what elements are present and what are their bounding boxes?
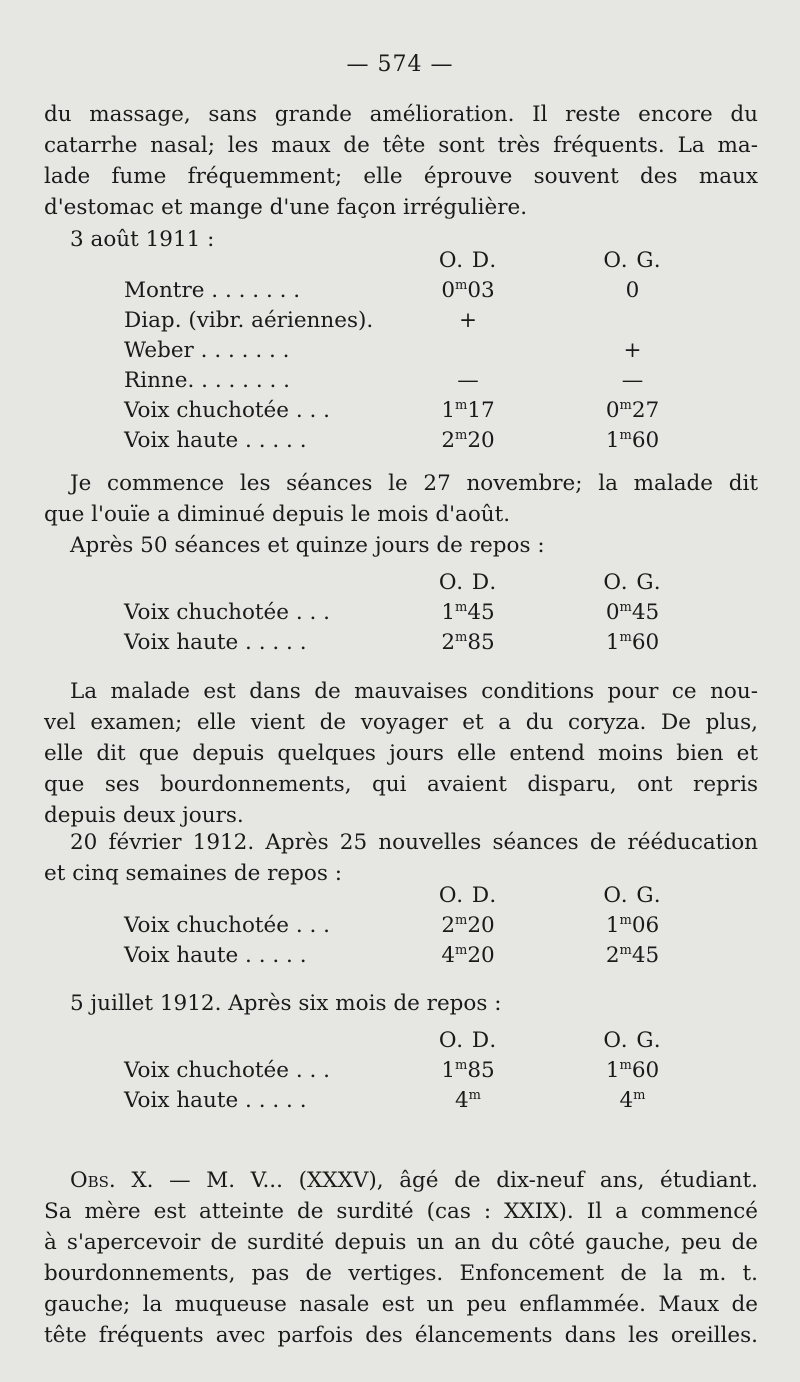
paragraph-4 (44, 827, 758, 889)
table-row (0, 336, 800, 366)
col-og-header: O. G. (603, 883, 662, 908)
text-line: d'estomac et mange d'une façon irrégulière. (44, 195, 528, 220)
text-line: elle dit que depuis quelques jours elle entend moins bien et (44, 741, 758, 766)
table-row (0, 276, 800, 306)
text-line: Sa mère est atteinte de surdité (cas : XXIX). Il a commencé (44, 1199, 758, 1224)
hearing-table-4 (0, 1026, 800, 1116)
og-value: 1$^m$60 (605, 630, 660, 655)
text-line: 20 février 1912. Après 25 nouvelles séances de rééducation (70, 830, 758, 855)
og-value: 2$^m$45 (605, 943, 660, 968)
text-line: lade fume fréquemment; elle éprouve souvent des maux (44, 164, 758, 189)
og-value: 0 (625, 278, 640, 303)
table-header (0, 246, 800, 276)
obs-label: Obs. X. (70, 1168, 154, 1193)
od-value: 2$^m$20 (441, 428, 495, 453)
col-od-header: O. D. (438, 248, 498, 273)
col-og-header: O. G. (603, 248, 662, 273)
table-row (0, 628, 800, 658)
og-value: 0$^m$27 (605, 398, 660, 423)
text-line: que ses bourdonnements, qui avaient disparu, ont repris (44, 772, 758, 797)
row-label: Weber . . . . . . . (124, 338, 290, 363)
od-value: 2$^m$85 (441, 630, 495, 655)
text-line: catarrhe nasal; les maux de tête sont très fréquents. La ma- (44, 133, 758, 158)
text-line: à s'apercevoir de surdité depuis un an du côté gauche, peu de (44, 1230, 758, 1255)
table-row (0, 911, 800, 941)
row-label: Voix haute . . . . . (124, 630, 307, 655)
row-label: Voix haute . . . . . (124, 428, 307, 453)
og-value: 0$^m$45 (605, 600, 660, 625)
hearing-table-3 (0, 881, 800, 971)
table-row (0, 1056, 800, 1086)
text-line: gauche; la muqueuse nasale est un peu enflammée. Maux de (44, 1292, 758, 1317)
date-heading-1: 3 août 1911 : (70, 227, 215, 252)
paragraph-3 (44, 676, 758, 831)
table-row (0, 941, 800, 971)
session-note-2: 5 juillet 1912. Après six mois de repos : (70, 991, 502, 1016)
table-row (0, 1086, 800, 1116)
od-value: 1$^m$45 (441, 600, 495, 625)
od-value: 2$^m$20 (441, 913, 495, 938)
table-header (0, 1026, 800, 1056)
row-label: Voix haute . . . . . (124, 1088, 307, 1113)
paragraph-2-cont (44, 499, 758, 530)
text-line: que l'ouïe a diminué depuis le mois d'août. (44, 502, 511, 527)
text-line: et cinq semaines de repos : (44, 861, 342, 886)
hearing-table-1 (0, 246, 800, 456)
og-value: 4$^m$ (619, 1088, 646, 1113)
table-header (0, 568, 800, 598)
text-line: Je commence les séances le 27 novembre; la malade dit (70, 471, 758, 496)
observation-paragraph (44, 1165, 758, 1351)
text-line: La malade est dans de mauvaises conditions pour ce nou- (70, 679, 758, 704)
table-row (0, 366, 800, 396)
paragraph-2 (70, 468, 758, 499)
hearing-table-2 (0, 568, 800, 658)
text-line: Obs. X. — M. V... (XXXV), âgé de dix-neuf ans, étudiant. (70, 1168, 758, 1193)
od-value: — (457, 368, 479, 393)
od-value: + (458, 308, 477, 333)
og-value: + (623, 338, 642, 363)
table-row (0, 598, 800, 628)
text-line: bourdonnements, pas de vertiges. Enfoncement de la m. t. (44, 1261, 758, 1286)
text-line: du massage, sans grande amélioration. Il reste encore du (44, 102, 758, 127)
od-value: 4$^m$20 (441, 943, 495, 968)
session-note-1: Après 50 séances et quinze jours de repos : (70, 533, 545, 558)
page-number: — 574 — (346, 52, 454, 77)
od-value: 0$^m$03 (441, 278, 495, 303)
text-line: tête fréquents avec parfois des élancements dans les oreilles. (44, 1323, 758, 1348)
table-header (0, 881, 800, 911)
od-value: 1$^m$17 (441, 398, 495, 423)
col-od-header: O. D. (438, 883, 498, 908)
od-value: 1$^m$85 (441, 1058, 495, 1083)
col-od-header: O. D. (438, 570, 498, 595)
col-og-header: O. G. (603, 570, 662, 595)
row-label: Voix chuchotée . . . (124, 600, 330, 625)
col-od-header: O. D. (438, 1028, 498, 1053)
paragraph-1 (44, 99, 758, 223)
og-value: 1$^m$60 (605, 428, 660, 453)
og-value: 1$^m$06 (605, 913, 660, 938)
row-label: Voix chuchotée . . . (124, 913, 330, 938)
table-row (0, 306, 800, 336)
table-row (0, 396, 800, 426)
og-value: 1$^m$60 (605, 1058, 660, 1083)
table-row (0, 426, 800, 456)
og-value: — (621, 368, 644, 393)
row-label: Voix haute . . . . . (124, 943, 307, 968)
text-line: depuis deux jours. (44, 803, 244, 828)
row-label: Diap. (vibr. aériennes). (124, 308, 374, 333)
row-label: Voix chuchotée . . . (124, 398, 330, 423)
col-og-header: O. G. (603, 1028, 662, 1053)
row-label: Voix chuchotée . . . (124, 1058, 330, 1083)
row-label: Rinne. . . . . . . . (124, 368, 290, 393)
text-line: vel examen; elle vient de voyager et a du coryza. De plus, (44, 710, 758, 735)
row-label: Montre . . . . . . . (124, 278, 301, 303)
od-value: 4$^m$ (454, 1088, 481, 1113)
